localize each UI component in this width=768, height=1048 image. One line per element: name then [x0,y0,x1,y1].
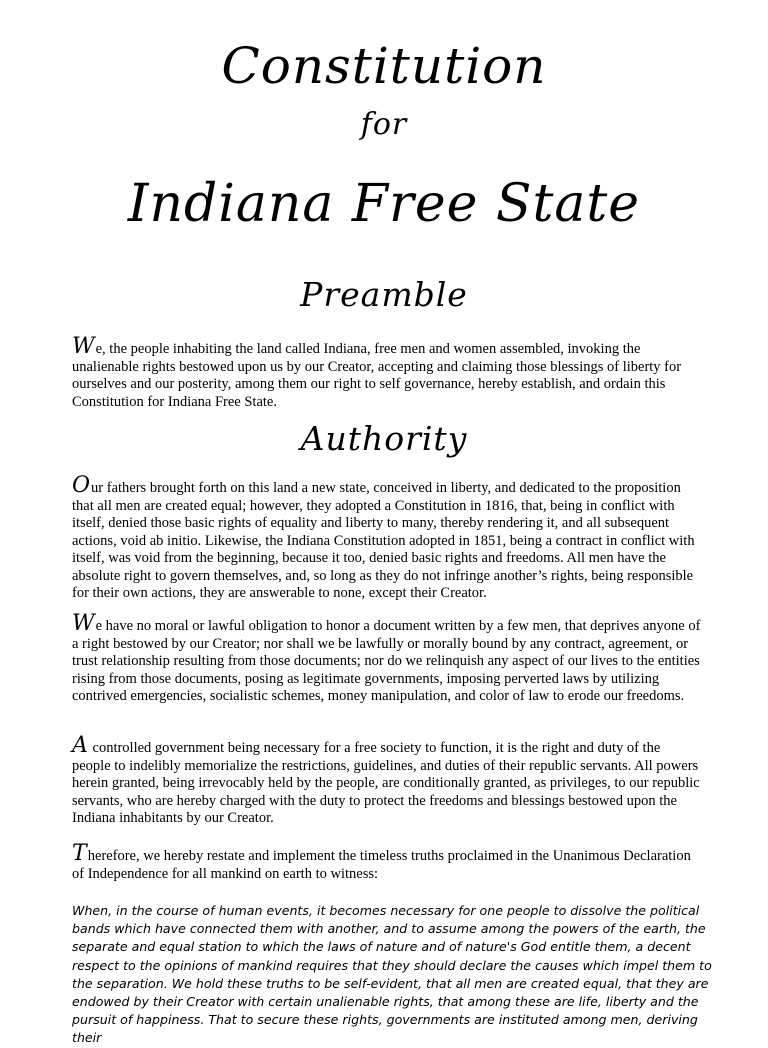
drop-cap: W [72,611,95,636]
authority-heading: Authority [300,419,468,458]
drop-cap: A [72,733,88,758]
authority-paragraph-1 [72,473,702,603]
paragraph-text: herefore, we hereby restate and implement the timeless truths proclaimed in the Unanimous Declaration of Independence for all mankind on earth to witness: [72,848,691,882]
document-title: Constitution [221,37,547,95]
authority-paragraph-2 [72,611,702,706]
preamble-paragraph [72,334,702,411]
title-for: for [360,107,408,142]
paragraph-text: controlled government being necessary for a free society to function, it is the right and duty of the people to indelibly memorialize the restrictions, guidelines, and duties of their republic servants. All powers herein granted, being irrevocably held by the people, are conditionally granted, as privileges, to our republic servants, who are hereby charged with the duty to protect the freedoms and blessings bestowed upon the Indiana inhabitants by our Creator. [72,740,700,826]
paragraph-text: ur fathers brought forth on this land a new state, conceived in liberty, and dedicated to the proposition that all men are created equal; however, they adopted a Constitution in 1816, that, being in conflict with itself, denied those basic rights of equality and liberty to many, thereby rendering it, and all subsequent actions, void ab initio. Likewise, the Indiana Constitution adopted in 1851, being a contract in conflict with itself, was void from the beginning, because it too, denied basic rights and freedoms. All men have the absolute right to govern themselves, and, so long as they do not infringe another’s rights, being responsible for their own actions, they are answerable to none, except their Creator. [72,480,695,601]
declaration-quote: When, in the course of human events, it becomes necessary for one people to dissolve the political bands which have connected them with another, and to assume among the powers of the earth, the separate and equal station to which the laws of nature and of nature's God entitle them, a decent respect to the opinions of mankind requires that they should declare the causes which impel them to the separation. We hold these truths to be self-evident, that all men are created equal, that they are endowed by their Creator with certain unalienable rights, that among these are life, liberty and the pursuit of happiness. That to secure these rights, governments are instituted among men, deriving their [72,903,712,1046]
paragraph-text: e, the people inhabiting the land called Indiana, free men and women assembled, invoking the unalienable rights bestowed upon us by our Creator, accepting and claiming those blessings of liberty for ourselves and our posterity, among them our right to self governance, hereby establish, and ordain this Constitution for Indiana Free State. [72,341,682,410]
paragraph-text: e have no moral or lawful obligation to honor a document written by a few men, that deprives anyone of a right bestowed by our Creator; nor shall we be lawfully or morally bound by any contract, agreement, or trust relationship resulting from those documents; nor do we relinquish any aspect of our lives to the entities rising from those documents, posing as legitimate governments, imposing perverted laws by utilizing contrived emergencies, socialistic schemes, money manipulation, and color of law to erode our freedoms. [72,618,701,704]
drop-cap: W [72,334,95,359]
drop-cap: O [72,473,91,498]
authority-paragraph-4 [72,841,702,883]
state-title: Indiana Free State [127,174,641,234]
drop-cap: T [72,841,87,866]
preamble-heading: Preamble [300,275,468,314]
authority-paragraph-3 [72,733,702,828]
